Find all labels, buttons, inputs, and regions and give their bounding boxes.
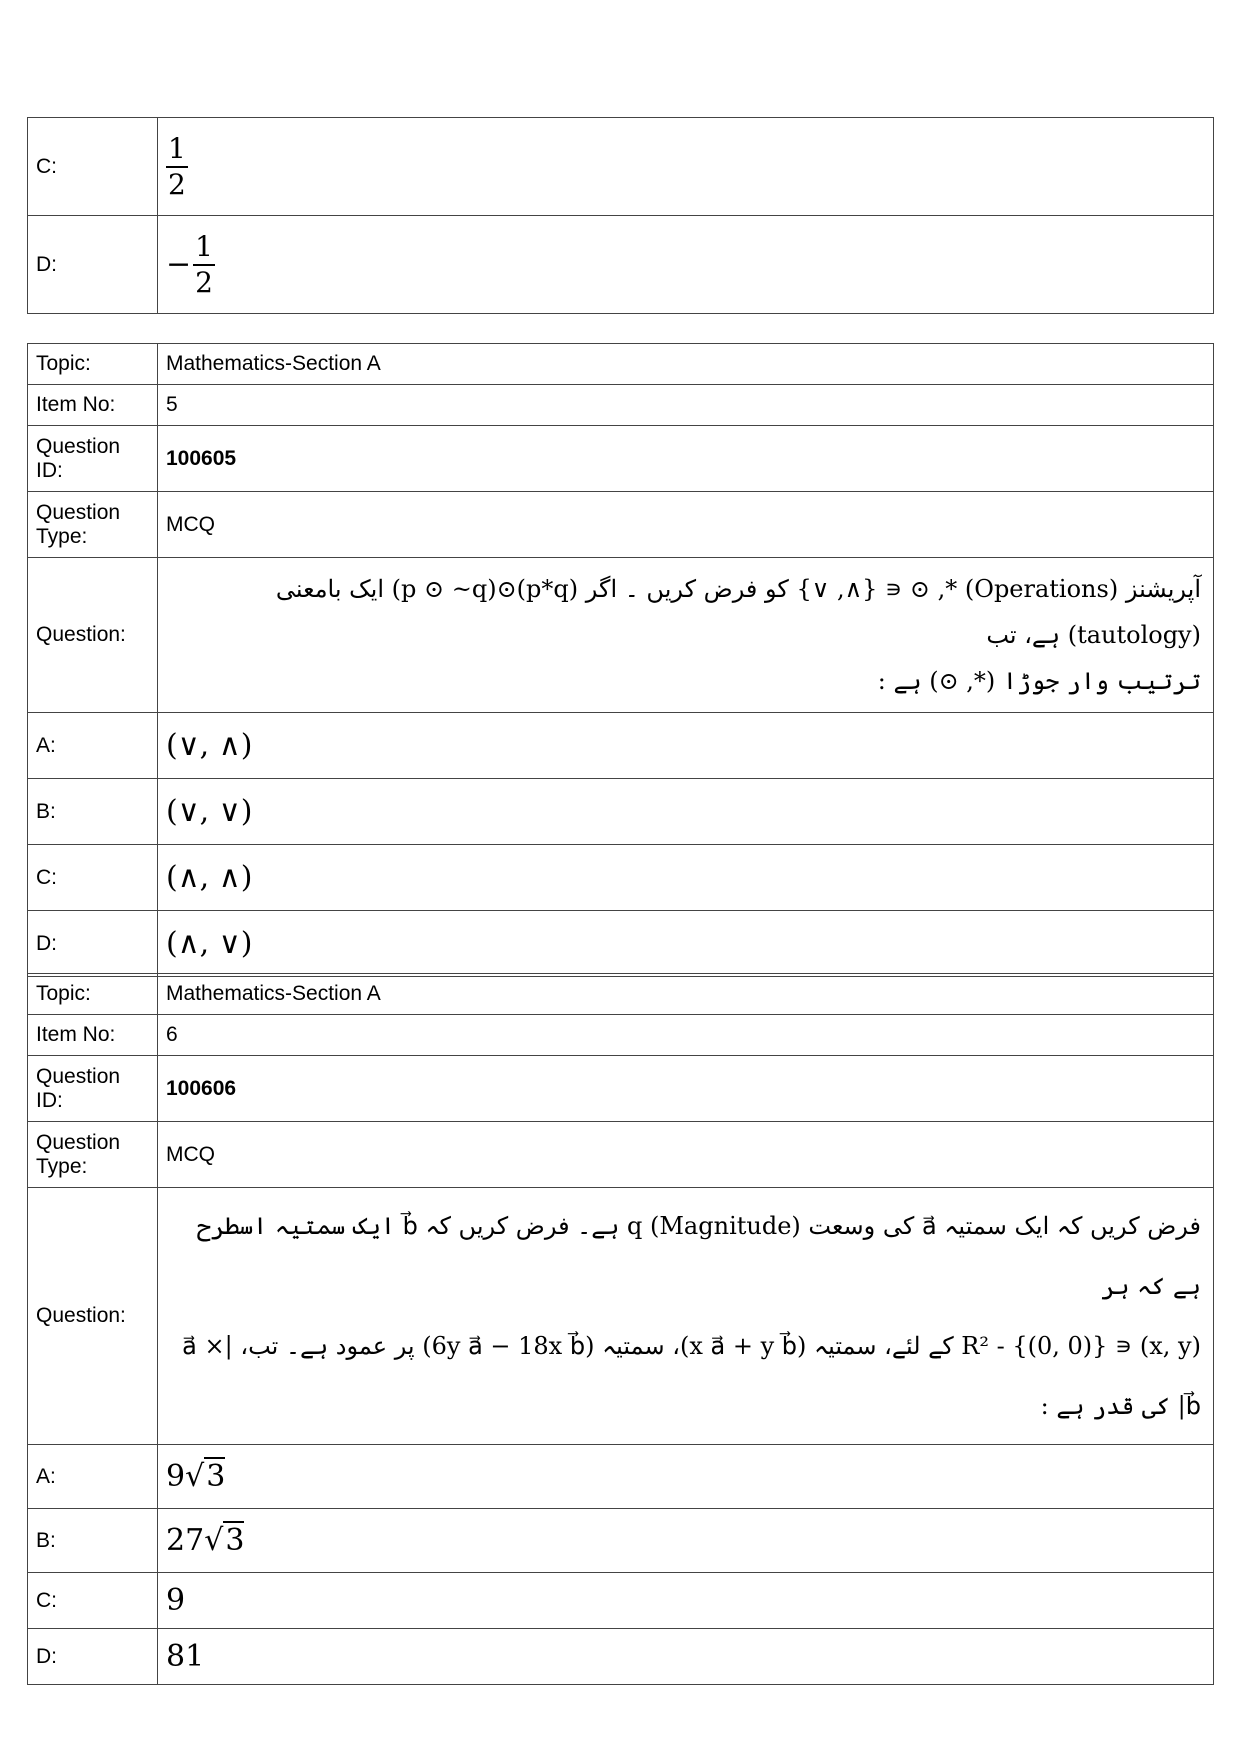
topic-label: Topic:: [28, 974, 158, 1015]
option-label: C:: [28, 118, 158, 216]
sqrt-icon: √: [204, 1523, 224, 1558]
option-value: (∨, ∧): [158, 713, 1214, 779]
option-label: B:: [28, 779, 158, 845]
minus-sign: −: [166, 247, 192, 282]
question-id-value: 100605: [158, 426, 1214, 492]
question-type-value: MCQ: [158, 492, 1214, 558]
option-row-c: [28, 118, 1214, 216]
topic-value: Mathematics-Section A: [158, 344, 1214, 385]
option-label: D:: [28, 1629, 158, 1685]
option-label: C:: [28, 1573, 158, 1629]
option-value: 9: [158, 1573, 1214, 1629]
option-value: [158, 1509, 1214, 1573]
question-label: Question:: [28, 1188, 158, 1445]
item-no-value: 6: [158, 1015, 1214, 1056]
option-label: B:: [28, 1509, 158, 1573]
option-label: D:: [28, 911, 158, 977]
question-text: [158, 558, 1214, 713]
question-line-2: ترتیب وار جوڑا (*, ⊙) ہے :: [877, 667, 1201, 695]
question-id-label: Question ID:: [28, 1056, 158, 1122]
option-value: (∧, ∨): [158, 911, 1214, 977]
question-type-value: MCQ: [158, 1122, 1214, 1188]
option-value: [158, 1445, 1214, 1509]
option-row-d: [28, 216, 1214, 314]
fraction: $\frac{1}{2}$: [168, 131, 186, 201]
option-label: A:: [28, 1445, 158, 1509]
option-value: 81: [158, 1629, 1214, 1685]
option-coefficient: 9: [166, 1459, 186, 1494]
question-table-item-5: [27, 343, 1214, 977]
option-value: (∧, ∧): [158, 845, 1214, 911]
item-no-value: 5: [158, 385, 1214, 426]
option-label: D:: [28, 216, 158, 314]
question-line-2: (x, y) ∊ R² - {(0, 0)} کے لئے، سمتیہ (x a⃗ + y b⃗)، سمتیہ (6y a⃗ − 18x b⃗) پر عمود ہے۔ تب، |a⃗ × b⃗| کی قدر ہے :: [182, 1332, 1201, 1420]
question-text: [158, 1188, 1214, 1445]
prev-question-options-table: [27, 117, 1214, 314]
question-line-1: آپریشنز (Operations) *, ⊙ ∊ {∧, ∨} کو فرض کریں ۔ اگر (p*q)⊙(p ⊙ ~q) ایک بامعنی (tautology) ہے، تب: [275, 575, 1201, 649]
question-type-label: Question Type:: [28, 1122, 158, 1188]
fraction: $\frac{1}{2}$: [195, 229, 213, 299]
option-label: A:: [28, 713, 158, 779]
question-id-value: 100606: [158, 1056, 1214, 1122]
question-type-label: Question Type:: [28, 492, 158, 558]
topic-label: Topic:: [28, 344, 158, 385]
option-coefficient: 27: [166, 1523, 205, 1558]
question-id-label: Question ID:: [28, 426, 158, 492]
option-radicand: 3: [225, 1523, 245, 1558]
option-value: (∨, ∨): [158, 779, 1214, 845]
option-label: C:: [28, 845, 158, 911]
sqrt-icon: √: [185, 1459, 205, 1494]
question-table-item-6: [27, 973, 1214, 1685]
item-no-label: Item No:: [28, 385, 158, 426]
option-radicand: 3: [206, 1459, 226, 1494]
question-label: Question:: [28, 558, 158, 713]
item-no-label: Item No:: [28, 1015, 158, 1056]
question-line-1: فرض کریں کہ ایک سمتیہ a⃗ کی وسعت (Magnitude) q ہے۔ فرض کریں کہ b⃗ ایک سمتیہ اسطرح ہے کہ ہر: [196, 1212, 1201, 1300]
topic-value: Mathematics-Section A: [158, 974, 1214, 1015]
